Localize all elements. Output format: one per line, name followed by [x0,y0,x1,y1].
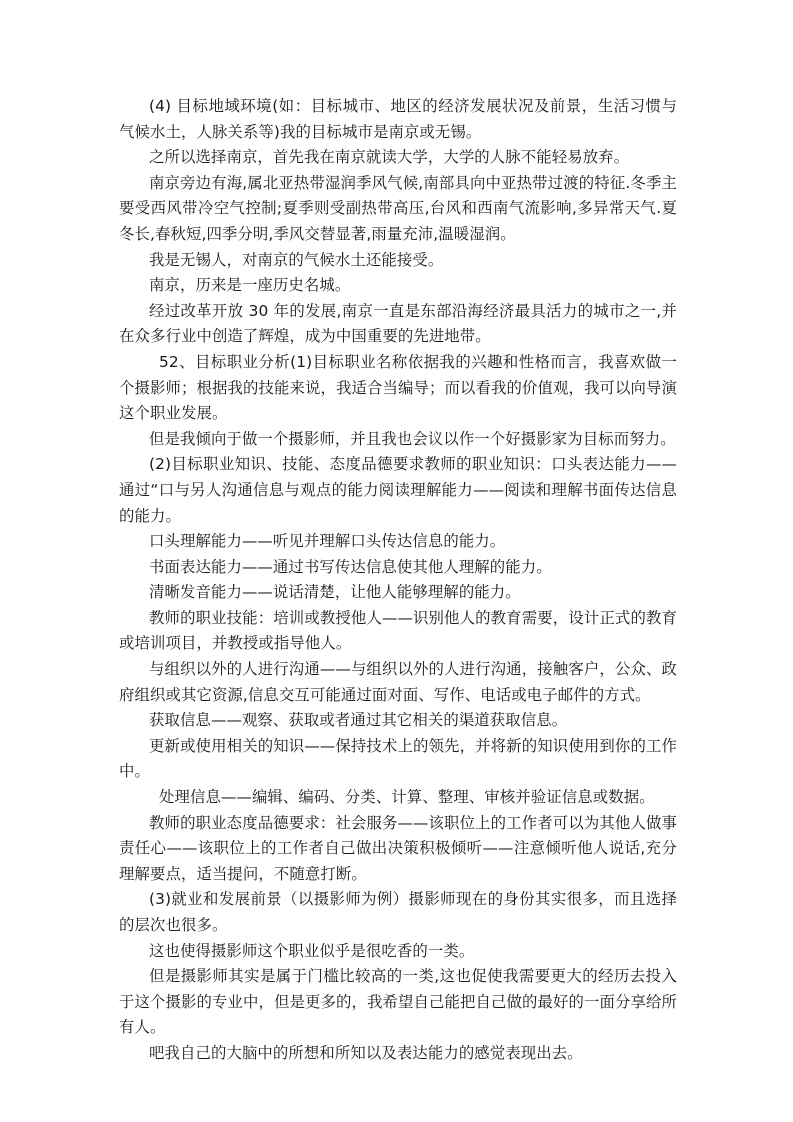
paragraph-prospects: (3)就业和发展前景（以摄影师为例）摄影师现在的身份其实很多，而且选择的层次也很多。 [119,890,677,934]
paragraph-high-threshold: 但是摄影师其实是属于门槛比较高的一类,这也促使我需要更大的经历去投入于这个摄影的专业中，但是更多的，我希望自己能把自己做的最好的一面分享给所有人。 [119,967,677,1037]
paragraph-economy: 经过改革开放 30 年的发展,南京一直是东部沿海经济最具活力的城市之一,并在众多行业中创造了辉煌，成为中国重要的先进地带。 [119,301,677,346]
document-body [119,94,677,1067]
paragraph-express-ideas: 吧我自己的大脑中的所想和所知以及表达能力的感觉表现出去。 [149,1043,583,1062]
paragraph-speech-clarity: 清晰发音能力——说话清楚，让他人能够理解的能力。 [149,583,521,602]
paragraph-why-nanjing: 之所以选择南京，首先我在南京就读大学，大学的人脉不能轻易放弃。 [149,148,630,167]
paragraph-historic-city: 南京，历来是一座历史名城。 [149,276,351,295]
paragraph-written-expression: 书面表达能力——通过书写传达信息使其他人理解的能力。 [149,557,552,576]
paragraph-processing-information: 处理信息——编辑、编码、分类、计算、整理、审核并验证信息或数据。 [159,788,655,807]
paragraph-attitude-requirements: 教师的职业态度品德要求：社会服务——该职位上的工作者可以为其他人做事责任心——该职位上的工作者自己做出决策积极倾听——注意倾听他人说话,充分理解要点，适当提问，不随意打断。 [119,813,677,883]
paragraph-career-requirements: (2)目标职业知识、技能、态度品德要求教师的职业知识：口头表达能力——通过“口与另人沟通信息与观点的能力阅读理解能力——阅读和理解书面传达信息的能力。 [119,455,677,525]
paragraph-target-region: (4) 目标地域环境(如：目标城市、地区的经济发展状况及前景，生活习惯与气候水土，人脉关系等)我的目标城市是南京或无锡。 [119,97,677,141]
paragraph-updating-knowledge: 更新或使用相关的知识——保持技术上的领先，并将新的知识使用到你的工作中。 [119,736,677,781]
paragraph-getting-information: 获取信息——观察、获取或者通过其它相关的渠道获取信息。 [149,711,568,730]
paragraph-teaching-skills: 教师的职业技能：培训或教授他人——识别他人的教育需要，设计正式的教育或培训项目，并教授或指导他人。 [119,608,677,653]
paragraph-popular-profession: 这也使得摄影师这个职业似乎是很吃香的一类。 [149,941,475,960]
paragraph-nanjing-climate: 南京旁边有海,属北亚热带湿润季风气候,南部具向中亚热带过渡的特征.冬季主要受西风带冷空气控制;夏季则受副热带高压,台风和西南气流影响,多异常天气.夏冬长,春秋短,四季分明,季风交替显著,雨量充沛,温暖湿润。 [119,173,677,243]
paragraph-oral-comprehension: 口头理解能力——听见并理解口头传达信息的能力。 [149,532,506,551]
paragraph-external-communication: 与组织以外的人进行沟通——与组织以外的人进行沟通，接触客户，公众、政府组织或其它资源,信息交互可能通过面对面、写作、电话或电子邮件的方式。 [119,660,677,704]
paragraph-target-career: 52、目标职业分析(1)目标职业名称依据我的兴趣和性格而言，我喜欢做一个摄影师；根据我的技能来说，我适合当编导；而以看我的价值观，我可以向导演这个职业发展。 [119,352,677,423]
paragraph-wuxi-native: 我是无锡人，对南京的气候水土还能接受。 [149,250,444,269]
paragraph-photographer-goal: 但是我倾向于做一个摄影师，并且我也会议以作一个好摄影家为目标而努力。 [149,429,676,448]
